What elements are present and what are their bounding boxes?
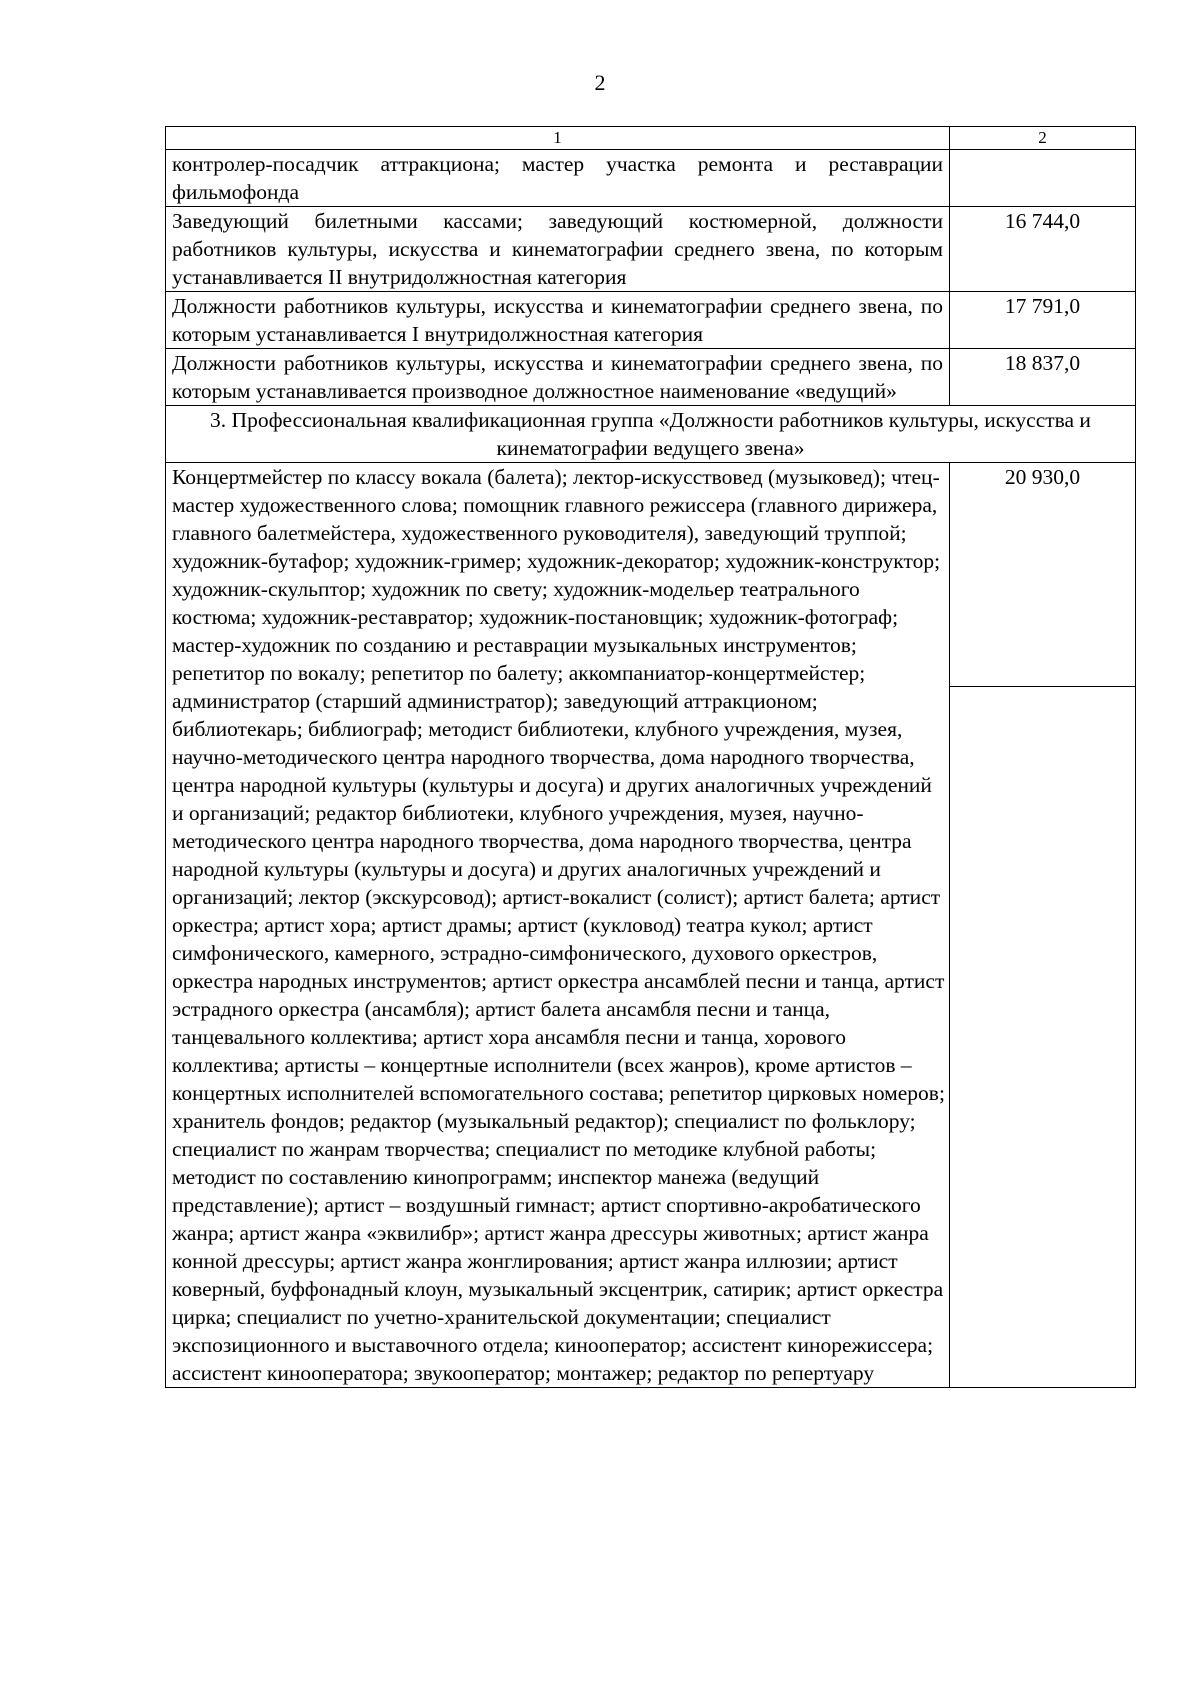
table-row: [166, 207, 1136, 292]
group-heading: 3. Профессиональная квалификационная группа «Должности работников культуры, искусства и кинематографии ведущего звена»: [166, 406, 1136, 463]
table-row: [166, 292, 1136, 349]
group-heading-row: [166, 406, 1136, 463]
row-value: 18 837,0: [950, 349, 1136, 406]
row-value: 17 791,0: [950, 292, 1136, 349]
column-header-2: 2: [950, 127, 1136, 150]
page-number: 2: [594, 70, 606, 95]
row-description: Должности работников культуры, искусства и кинематографии среднего звена, по которым устанавливается I внутридолжностная категория: [166, 292, 950, 349]
table-row: [166, 463, 1136, 1388]
row-value: 16 744,0: [950, 207, 1136, 292]
row-value: [950, 150, 1136, 207]
table-row: [166, 150, 1136, 207]
table-row: [166, 349, 1136, 406]
row-description: контролер-посадчик аттракциона; мастер участка ремонта и реставрации фильмофонда: [166, 150, 950, 207]
group-row-value-cell: [950, 463, 1136, 1388]
column-header-1: 1: [166, 127, 950, 150]
group-row-value: 20 930,0: [950, 463, 1135, 687]
group-row-description: Концертмейстер по классу вокала (балета); лектор-искусствовед (музыковед); чтец-мастер художественного слова; помощник главного режиссера (главного дирижера, главного балетмейстера, художественного руководителя), заведующий труппой; художник-бутафор; художник-гример; художник-декоратор; художник-конструктор; художник-скульптор; художник по свету; художник-модельер театрального костюма; художник-реставратор; художник-постановщик; художник-фотограф; мастер-художник по созданию и реставрации музыкальных инструментов; репетитор по вокалу; репетитор по балету; аккомпаниатор-концертмейстер; администратор (старший администратор); заведующий аттракционом; библиотекарь; библиограф; методист библиотеки, клубного учреждения, музея, научно-методического центра народного творчества, дома народного творчества, центра народной культуры (культуры и досуга) и других аналогичных учреждений и организаций; редактор библиотеки, клубного учреждения, музея, научно-методического центра народного творчества, дома народного творчества, центра народной культуры (культуры и досуга) и других аналогичных учреждений и организаций; лектор (экскурсовод); артист-вокалист (солист); артист балета; артист оркестра; артист хора; артист драмы; артист (кукловод) театра кукол; артист симфонического, камерного, эстрадно-симфонического, духового оркестров, оркестра народных инструментов; артист оркестра ансамблей песни и танца, артист эстрадного оркестра (ансамбля); артист балета ансамбля песни и танца, танцевального коллектива; артист хора ансамбля песни и танца, хорового коллектива; артисты – концертные исполнители (всех жанров), кроме артистов – концертных исполнителей вспомогательного состава; репетитор цирковых номеров; хранитель фондов; редактор (музыкальный редактор); специалист по фольклору; специалист по жанрам творчества; специалист по методике клубной работы; методист по составлению кинопрограмм; инспектор манежа (ведущий представление); артист – воздушный гимнаст; артист спортивно-акробатического жанра; артист жанра «эквилибр»; артист жанра дрессуры животных; артист жанра конной дрессуры; артист жанра жонглирования; артист жанра иллюзии; артист коверный, буффонадный клоун, музыкальный эксцентрик, сатирик; артист оркестра цирка; специалист по учетно-хранительской документации; специалист экспозиционного и выставочного отдела; кинооператор; ассистент кинорежиссера; ассистент кинооператора; звукооператор; монтажер; редактор по репертуару: [166, 463, 950, 1388]
column-header-row: [166, 127, 1136, 150]
row-description: Должности работников культуры, искусства и кинематографии среднего звена, по которым устанавливается производное должностное наименование «ведущий»: [166, 349, 950, 406]
row-description: Заведующий билетными кассами; заведующий костюмерной, должности работников культуры, искусства и кинематографии среднего звена, по которым устанавливается II внутридолжностная категория: [166, 207, 950, 292]
salary-table: [165, 126, 1136, 1388]
